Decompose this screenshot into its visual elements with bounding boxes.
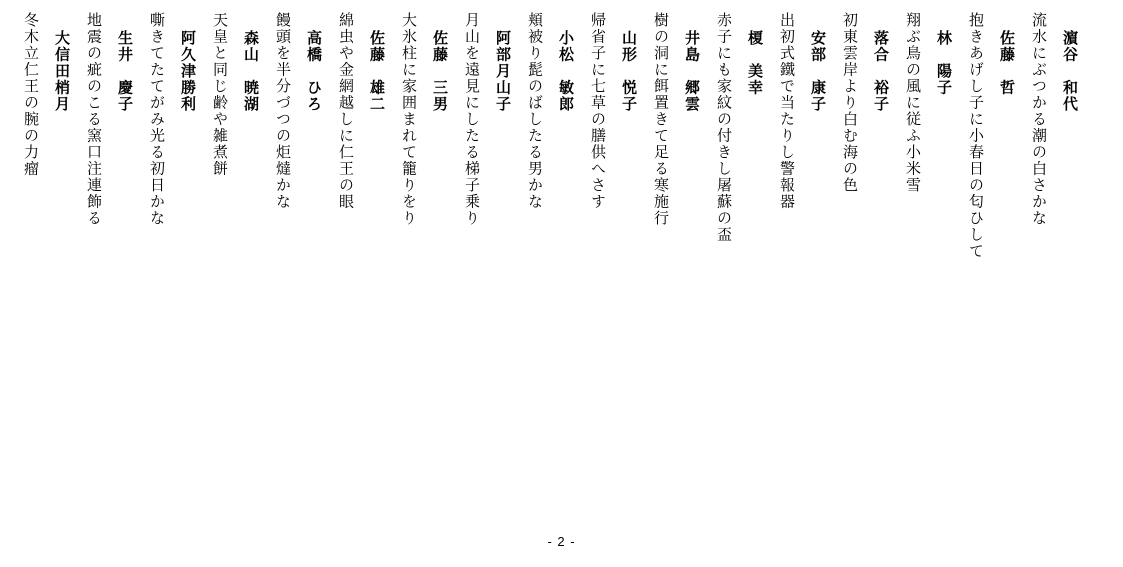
haiku-entry [960,12,1022,522]
haiku-author: 落合 裕子 [872,30,890,113]
haiku-author: 安部 康子 [809,30,827,113]
haiku-author: 佐藤 雄二 [368,30,386,113]
haiku-author: 林 陽子 [935,30,953,96]
haiku-author: 榎 美幸 [746,30,764,96]
haiku-entry [330,12,392,522]
haiku-verse: 帰省子に七草の膳供へさす [589,12,607,210]
haiku-author: 生井 慶子 [116,30,134,113]
haiku-verse: 初東雲岸より白む海の色 [841,12,859,194]
haiku-entry [645,12,707,522]
haiku-verse: 月山を遠見にしたる梯子乗り [463,12,481,227]
haiku-verse: 翔ぶ鳥の風に従ふ小米雪 [904,12,922,194]
haiku-author: 阿久津勝利 [179,30,197,113]
haiku-author: 井島 郷雲 [683,30,701,113]
haiku-entry [771,12,833,522]
haiku-entry [834,12,896,522]
haiku-author: 大信田梢月 [53,30,71,113]
haiku-author: 森山 暁湖 [242,30,260,113]
haiku-entry [78,12,140,522]
haiku-entry [582,12,644,522]
haiku-author: 濵谷 和代 [1061,30,1079,113]
haiku-entry [708,12,770,522]
haiku-verse: 出初式鐵で当たりし警報器 [778,12,796,210]
page-number: - 2 - [547,534,576,549]
haiku-author: 佐藤 三男 [431,30,449,113]
haiku-verse: 天皇と同じ齢や雑煮餅 [211,12,229,177]
haiku-verse: 饅頭を半分づつの炬燵かな [274,12,292,210]
haiku-list [15,12,1085,522]
haiku-verse: 綿虫や金網越しに仁王の眼 [337,12,355,210]
haiku-verse: 頬被り髭のばしたる男かな [526,12,544,210]
haiku-entry [141,12,203,522]
haiku-verse: 赤子にも家紋の付きし屠蘇の盃 [715,12,733,243]
haiku-verse: 冬木立仁王の腕の力瘤 [22,12,40,177]
haiku-verse: 地震の疵のこる窯口注連飾る [85,12,103,227]
haiku-author: 高橋 ひろ [305,30,323,113]
haiku-author: 佐藤 哲 [998,30,1016,96]
haiku-author: 山形 悦子 [620,30,638,113]
haiku-verse: 抱きあげし子に小春日の匂ひして [967,12,985,260]
haiku-verse: 嘶きてたてがみ光る初日かな [148,12,166,227]
haiku-entry [1023,12,1085,522]
haiku-author: 阿部月山子 [494,30,512,113]
haiku-author: 小松 敏郎 [557,30,575,113]
haiku-entry [897,12,959,522]
haiku-entry [204,12,266,522]
haiku-verse: 大氷柱に家囲まれて籠りをり [400,12,418,227]
haiku-entry [456,12,518,522]
haiku-verse: 樹の洞に餌置きて足る寒施行 [652,12,670,227]
haiku-verse: 流水にぶつかる潮の白さかな [1030,12,1048,227]
haiku-entry [267,12,329,522]
haiku-entry [15,12,77,522]
haiku-entry [519,12,581,522]
haiku-entry [393,12,455,522]
